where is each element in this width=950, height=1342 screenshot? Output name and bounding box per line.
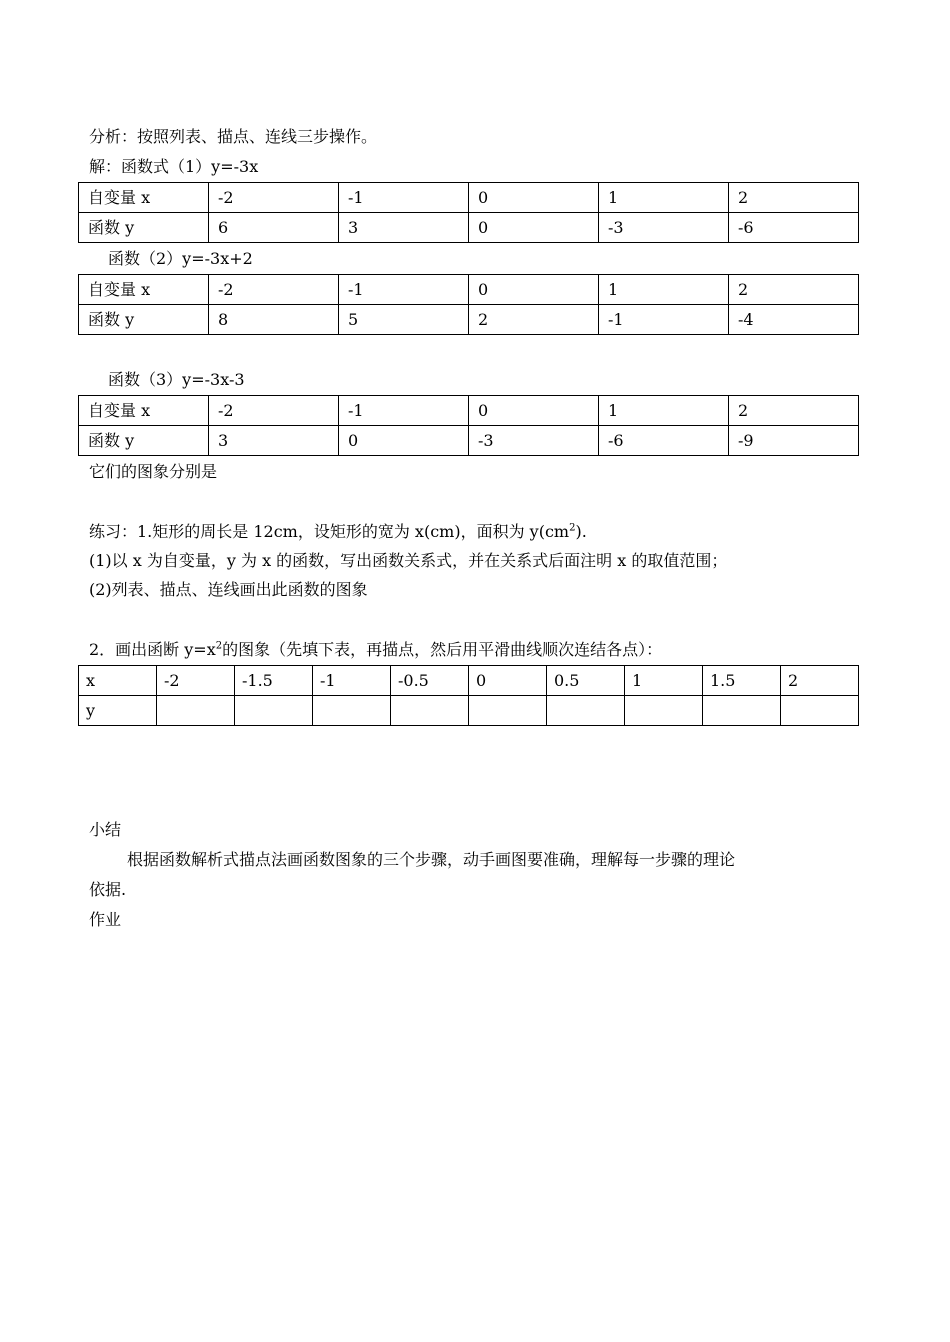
summary-body-line-2: 依据. [89,880,127,899]
table-cell: -2 [209,183,339,213]
table-cell: -1 [339,396,469,426]
table-cell: 1 [625,666,703,696]
table-cell-empty[interactable] [625,696,703,726]
exercise-line-1 [89,522,587,542]
table-row [79,183,859,213]
table-row [79,426,859,456]
table-cell: -2 [209,275,339,305]
question-2-end: 的图象（先填下表，再描点，然后用平滑曲线顺次连结各点）： [222,640,663,659]
table-cell: 5 [339,305,469,335]
table-cell: 0 [469,183,599,213]
question-2-text [89,640,662,660]
table-cell: 0 [469,396,599,426]
function-3-label: 函数（3）y=-3x-3 [108,370,245,389]
table-row [79,275,859,305]
table-cell: 2 [469,305,599,335]
exercise-line-1-end: ). [575,522,587,541]
table-cell: -2 [209,396,339,426]
table-cell: 0 [339,426,469,456]
table-cell: 0 [469,275,599,305]
table-cell: -9 [729,426,859,456]
graphs-text: 它们的图象分别是 [89,462,218,481]
table-cell: -3 [599,213,729,243]
table-cell: 自变量 x [79,183,209,213]
table-cell: 函数 y [79,213,209,243]
table-cell-empty[interactable] [469,696,547,726]
table-cell: -2 [157,666,235,696]
table-cell: -1.5 [235,666,313,696]
table-function-1 [78,182,859,243]
table-cell: -6 [729,213,859,243]
table-y-equals-x-squared [78,665,859,726]
homework-title: 作业 [89,910,122,929]
table-cell-empty[interactable] [703,696,781,726]
table-cell: 函数 y [79,305,209,335]
table-cell: 2 [781,666,859,696]
table-cell: 2 [729,275,859,305]
table-cell-empty[interactable] [391,696,469,726]
table-function-3 [78,395,859,456]
table-row [79,305,859,335]
summary-title: 小结 [89,820,122,839]
table-cell-empty[interactable] [235,696,313,726]
table-row [79,213,859,243]
table-cell: 1 [599,275,729,305]
table-cell: 1 [599,396,729,426]
table-cell-empty[interactable] [781,696,859,726]
table-cell: 0 [469,666,547,696]
exercise-line-3: (2)列表、描点、连线画出此函数的图象 [89,580,368,599]
table-row [79,696,859,726]
table-cell-empty[interactable] [547,696,625,726]
function-2-label: 函数（2）y=-3x+2 [108,249,253,268]
table-cell: 0.5 [547,666,625,696]
exercise-line-1-main: 练习：1.矩形的周长是 12cm，设矩形的宽为 x(cm)，面积为 y(cm [89,522,570,541]
table-cell: 8 [209,305,339,335]
table-cell: y [79,696,157,726]
table-cell: -6 [599,426,729,456]
superscript: 2 [215,640,223,652]
analysis-text: 分析：按照列表、描点、连线三步操作。 [89,127,378,146]
table-cell: 自变量 x [79,396,209,426]
table-cell: -1 [339,183,469,213]
table-cell: 3 [209,426,339,456]
table-cell: 6 [209,213,339,243]
table-cell: -0.5 [391,666,469,696]
table-cell: 2 [729,396,859,426]
table-cell: 2 [729,183,859,213]
table-cell: -3 [469,426,599,456]
table-cell: 0 [469,213,599,243]
table-cell: 函数 y [79,426,209,456]
table-cell: 3 [339,213,469,243]
exercise-line-2: (1)以 x 为自变量，y 为 x 的函数，写出函数关系式，并在关系式后面注明 x 的取值范围； [89,551,728,570]
table-cell: -4 [729,305,859,335]
table-cell: -1 [339,275,469,305]
table-cell: 1.5 [703,666,781,696]
superscript: 2 [569,522,576,534]
table-cell: 1 [599,183,729,213]
table-cell: x [79,666,157,696]
question-2-main: 2．画出函断 y=x [89,640,216,659]
table-cell-empty[interactable] [157,696,235,726]
summary-body-line-1: 根据函数解析式描点法画函数图象的三个步骤，动手画图要准确，理解每一步骤的理论 [127,850,736,869]
table-cell: 自变量 x [79,275,209,305]
table-row [79,666,859,696]
solution-intro: 解：函数式（1）y=-3x [89,157,259,176]
table-row [79,396,859,426]
table-cell: -1 [313,666,391,696]
table-cell-empty[interactable] [313,696,391,726]
table-function-2 [78,274,859,335]
table-cell: -1 [599,305,729,335]
